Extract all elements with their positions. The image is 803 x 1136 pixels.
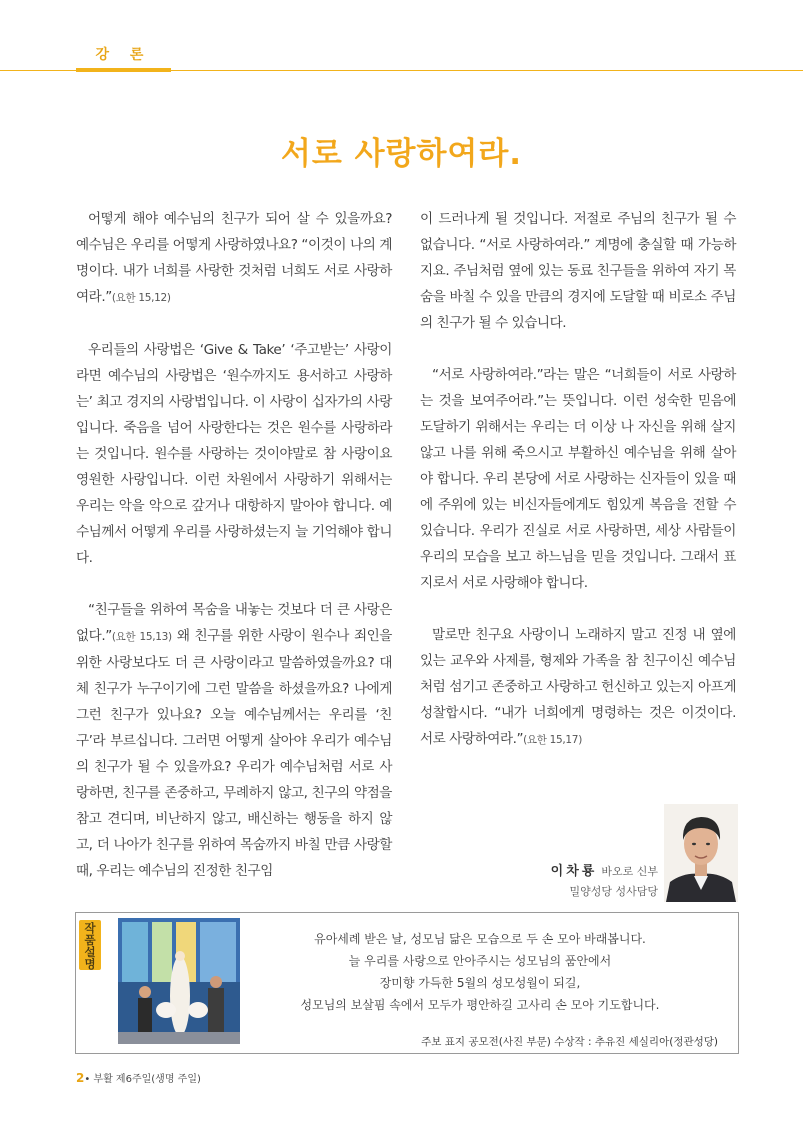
paragraph [76, 206, 392, 311]
paragraph: 우리들의 사랑법은 ‘Give & Take’ ‘주고받는’ 사랑이라면 예수님의 사랑법은 ‘원수까지도 용서하고 사랑하는’ 최고 경지의 사랑법입니다. 이 사랑이 십자가의 사랑입니다. 죽음을 넘어 사랑한다는 것은 원수를 사랑하라는 것입니다. 원수를 사랑하는 것이야말로 참 사랑이요 영원한 사랑입니다. 이런 차원에서 사랑하기 위해서는 우리는 악을 악으로 갚거나 대항하지 말아야 합니다. 예수님께서 어떻게 우리를 사랑하셨는지 늘 기억해야 합니다. [76, 342, 392, 566]
article-title: 서로 사랑하여라. [280, 136, 523, 172]
scripture-ref: (요한 15,12) [111, 292, 171, 304]
poem-line: 장미향 가득한 5월의 성모성월이 되길, [379, 976, 581, 990]
author-name: 이차룡 [550, 864, 598, 879]
artwork-poem [255, 928, 705, 1016]
section-underline [76, 68, 171, 72]
issue-label: • 부활 제6주일(생명 주일) [84, 1074, 201, 1085]
page-footer [76, 1070, 201, 1085]
poem-line: 늘 우리를 사랑으로 안아주시는 성모님의 품안에서 [348, 954, 612, 968]
artwork-tag: 작품설명 [79, 920, 101, 970]
paragraph [420, 622, 736, 753]
paragraph-text: “친구들을 위하여 목숨을 내놓는 것보다 더 큰 사랑은 없다.” [76, 602, 392, 644]
cover-photo [118, 918, 240, 1044]
page-number: 2 [76, 1071, 85, 1085]
poem-line: 성모님의 보살핌 속에서 모두가 평안하길 고사리 손 모아 기도합니다. [300, 998, 660, 1012]
paragraph: “서로 사랑하여라.”라는 말은 “너희들이 서로 사랑하는 것을 보여주어라.”는 뜻입니다. 이런 성숙한 믿음에 도달하기 위해서는 우리는 더 이상 나 자신을 위해 살지 않고 나를 위해 죽으시고 부활하신 예수님을 위해 살아야 합니다. 우리 본당에 서로 사랑하는 신자들이 있을 때에 주위에 있는 비신자들에게도 힘있게 복음을 전할 수 있습니다. 우리가 진실로 서로 사랑하면, 세상 사람들이 우리의 모습을 보고 하느님을 믿을 것입니다. 그래서 표지로서 서로 사랑해야 합니다. [420, 367, 736, 591]
article-right-column [420, 206, 736, 779]
author-portrait [664, 804, 738, 902]
artwork-credit: 주보 표지 공모전(사진 부문) 수상작 : 추유진 세실리아(정관성당) [421, 1036, 718, 1048]
paragraph: 이 드러나게 될 것입니다. 저절로 주님의 친구가 될 수 없습니다. “서로 사랑하여라.” 계명에 충실할 때 가능하지요. 주님처럼 옆에 있는 동료 친구들을 위하여 자기 목숨을 바칠 수 있을 만큼의 경지에 도달할 때 비로소 주님의 친구가 될 수 있습니다. [420, 211, 736, 331]
article-left-column [76, 206, 392, 910]
paragraph-text: 어떻게 해야 예수님의 친구가 되어 살 수 있을까요? 예수님은 우리를 어떻게 사랑하였나요? “이것이 나의 계명이다. 내가 너희를 사랑한 것처럼 너희도 서로 사랑하여라.” [76, 211, 392, 305]
paragraph-text: 왜 친구를 위한 사랑이 원수나 죄인을 위한 사랑보다도 더 큰 사랑이라고 말씀하였을까요? 대체 친구가 누구이기에 그런 말씀을 하셨을까요? 나에게 그런 친구가 있나요? 오늘 예수님께서는 우리를 ‘친구’라 부르십니다. 그러면 어떻게 살아야 우리가 예수님의 친구가 될 수 있을까요? 우리가 예수님처럼 서로 사랑하면, 친구를 존중하고, 무례하지 않고, 친구의 약점을 참고 견디며, 비난하지 않고, 배신하는 행동을 하지 않고, 더 나아가 친구를 위하여 목숨까지 바칠 만큼 사랑할 때, 우리는 예수님의 진정한 친구임 [76, 628, 392, 879]
section-label: 강 론 [95, 47, 152, 63]
scripture-ref: (요한 15,13) [111, 631, 172, 643]
paragraph-text: 말로만 친구요 사랑이니 노래하지 말고 진정 내 옆에 있는 교우와 사제를, 형제와 가족을 참 친구이신 예수님처럼 섬기고 존중하고 사랑하고 헌신하고 있는지 아프게 성찰합시다. “내가 너희에게 명령하는 것은 이것이다. 서로 사랑하여라.” [420, 627, 736, 747]
scripture-ref: (요한 15,17) [523, 734, 582, 746]
author-parish: 밀양성당 성사담당 [569, 885, 658, 898]
author-baptismal-name: 바오로 신부 [601, 865, 658, 878]
paragraph [76, 597, 392, 884]
poem-line: 유아세례 받은 날, 성모님 닮은 모습으로 두 손 모아 바래봅니다. [314, 932, 646, 946]
author-byline [520, 860, 658, 899]
